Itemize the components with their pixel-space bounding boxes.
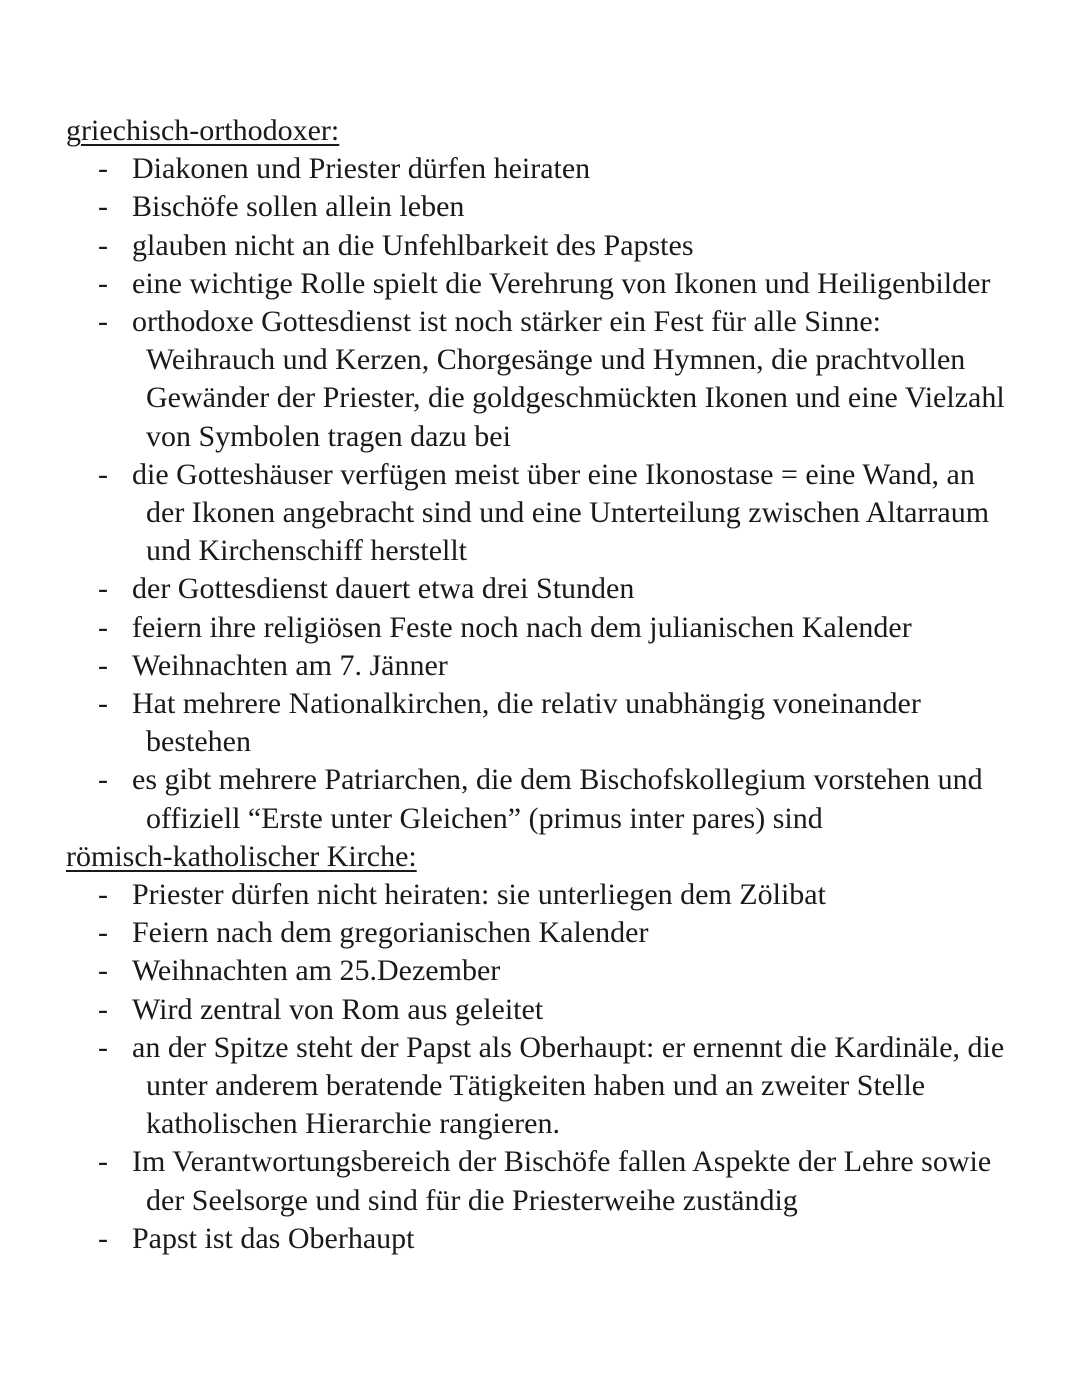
orthodox-list: [66, 150, 1016, 838]
list-item: [66, 265, 1016, 303]
list-item: [66, 188, 1016, 226]
list-item-text: Weihnachten am 7. Jänner: [132, 648, 448, 682]
list-item: [66, 1029, 1016, 1144]
bullet-dash: -: [98, 648, 108, 682]
bullet-dash: -: [98, 1145, 108, 1179]
list-item: [66, 685, 1016, 761]
list-item: [66, 1143, 1016, 1219]
list-item: [66, 303, 1016, 456]
bullet-dash: -: [98, 305, 108, 339]
bullet-dash: -: [98, 687, 108, 721]
list-item-text: Weihnachten am 25.Dezember: [132, 954, 501, 988]
document-content: [66, 112, 1016, 1258]
bullet-dash: -: [98, 763, 108, 797]
bullet-dash: -: [98, 266, 108, 300]
list-item: [66, 876, 1016, 914]
list-item: [66, 570, 1016, 608]
bullet-dash: -: [98, 1221, 108, 1255]
list-item: [66, 1220, 1016, 1258]
bullet-dash: -: [98, 152, 108, 186]
list-item-text: die Gotteshäuser verfügen meist über eine Ikonostase = eine Wand, an der Ikonen angebracht sind und eine Unterteilung zwischen Altarraum und Kirchenschiff herstellt: [132, 457, 990, 568]
list-item-text: Priester dürfen nicht heiraten: sie unterliegen dem Zölibat: [132, 878, 826, 912]
list-item-text: feiern ihre religiösen Feste noch nach dem julianischen Kalender: [132, 610, 912, 644]
bullet-dash: -: [98, 190, 108, 224]
list-item-text: es gibt mehrere Patriarchen, die dem Bischofskollegium vorstehen und offiziell “Erste unter Gleichen” (primus inter pares) sind: [132, 763, 983, 835]
bullet-dash: -: [98, 916, 108, 950]
list-item: [66, 761, 1016, 837]
list-item-text: an der Spitze steht der Papst als Oberhaupt: er ernennt die Kardinäle, die unter anderem beratende Tätigkeiten haben und an zweiter Stelle katholischen Hierarchie rangieren.: [132, 1030, 1005, 1141]
list-item-text: der Gottesdienst dauert etwa drei Stunden: [132, 572, 635, 606]
bullet-dash: -: [98, 954, 108, 988]
list-item: [66, 150, 1016, 188]
list-item-text: Im Verantwortungsbereich der Bischöfe fallen Aspekte der Lehre sowie der Seelsorge und sind für die Priesterweihe zuständig: [132, 1145, 992, 1217]
list-item-text: Feiern nach dem gregorianischen Kalender: [132, 916, 649, 950]
list-item: [66, 647, 1016, 685]
list-item: [66, 227, 1016, 265]
bullet-dash: -: [98, 610, 108, 644]
list-item: [66, 914, 1016, 952]
bullet-dash: -: [98, 1030, 108, 1064]
list-item-text: Hat mehrere Nationalkirchen, die relativ unabhängig voneinander bestehen: [132, 687, 921, 759]
list-item-text: Bischöfe sollen allein leben: [132, 190, 465, 224]
list-item-text: orthodoxe Gottesdienst ist noch stärker ein Fest für alle Sinne: Weihrauch und Kerzen, Chorgesänge und Hymnen, die prachtvollen Gewänder der Priester, die goldgeschmückten Ikonen und eine Vielzahl von Symbolen tragen dazu bei: [132, 305, 1005, 453]
list-item-text: Wird zentral von Rom aus geleitet: [132, 992, 544, 1026]
section-heading-orthodox: griechisch-orthodoxer:: [66, 114, 340, 147]
list-item: [66, 952, 1016, 990]
bullet-dash: -: [98, 878, 108, 912]
section-heading-catholic: römisch-katholischer Kirche:: [66, 839, 417, 873]
catholic-list: [66, 876, 1016, 1258]
list-item: [66, 609, 1016, 647]
bullet-dash: -: [98, 457, 108, 491]
list-item: [66, 456, 1016, 571]
bullet-dash: -: [98, 572, 108, 606]
bullet-dash: -: [98, 228, 108, 262]
list-item: [66, 991, 1016, 1029]
list-item-text: eine wichtige Rolle spielt die Verehrung von Ikonen und Heiligenbilder: [132, 266, 991, 300]
list-item-text: Papst ist das Oberhaupt: [132, 1221, 415, 1255]
list-item-text: glauben nicht an die Unfehlbarkeit des Papstes: [132, 228, 694, 262]
bullet-dash: -: [98, 992, 108, 1026]
list-item-text: Diakonen und Priester dürfen heiraten: [132, 152, 591, 186]
